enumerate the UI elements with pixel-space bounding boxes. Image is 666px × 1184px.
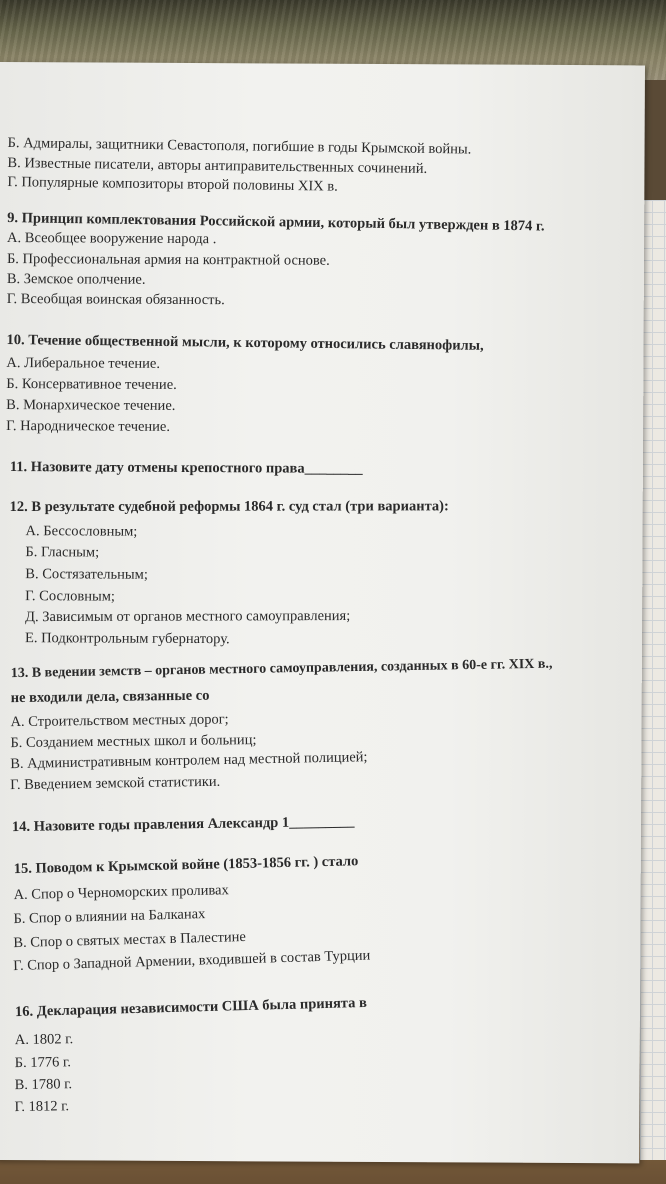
q10-option-v: В. Монархическое течение.	[6, 397, 176, 414]
q13-option-a: А. Строительством местных дорог;	[10, 711, 229, 731]
q15-option-g: Г. Спор о Западной Армении, входившей в состав Турции	[13, 947, 371, 975]
option-prev-g: Г. Популярные композиторы второй половины XIX в.	[7, 174, 338, 195]
question-14: 14. Назовите годы правления Александр 1_________	[11, 813, 355, 836]
q10-option-g: Г. Народническое течение.	[6, 418, 171, 435]
test-content	[0, 62, 640, 1165]
q13-option-v: В. Административным контролем над местной полицией;	[10, 749, 368, 773]
question-13-line2: не входили дела, связанные со	[10, 687, 210, 707]
q15-option-a: А. Спор о Черноморских проливах	[13, 882, 229, 904]
q13-option-b: Б. Созданием местных школ и больниц;	[10, 732, 257, 752]
q9-option-v: В. Земское ополчение.	[6, 271, 146, 288]
q12-option-b: Б. Гласным;	[25, 544, 100, 561]
q12-option-e: Е. Подконтрольным губернатору.	[24, 630, 230, 648]
question-11: 11. Назовите дату отмены крепостного права________	[9, 459, 363, 477]
q16-option-g: Г. 1812 г.	[14, 1098, 70, 1116]
question-15: 15. Поводом к Крымской войне (1853-1856 гг. ) стало	[13, 853, 359, 878]
q10-option-b: Б. Консервативное течение.	[6, 376, 177, 393]
q12-option-a: А. Бессословным;	[25, 523, 138, 540]
q9-option-b: Б. Профессиональная армия на контрактной основе.	[6, 251, 330, 269]
option-prev-b: Б. Адмиралы, защитники Севастополя, погибшие в годы Крымской войны.	[7, 135, 472, 158]
question-16: 16. Декларация независимости США была принята в	[14, 994, 368, 1021]
question-10: 10. Течение общественной мысли, к которому относились славянофилы,	[6, 332, 484, 354]
q16-option-a: А. 1802 г.	[14, 1031, 74, 1049]
q16-option-v: В. 1780 г.	[14, 1076, 73, 1094]
question-13-line1: 13. В ведении земств – органов местного самоуправления, созданных в 60-е гг. XIX в.,	[10, 656, 553, 682]
option-prev-v: В. Известные писатели, авторы антиправительственных сочинений.	[7, 155, 428, 177]
q10-option-a: А. Либеральное течение.	[6, 355, 161, 372]
q12-option-g: Г. Сословным;	[25, 588, 116, 605]
test-paper-sheet	[0, 62, 645, 1163]
q12-option-d: Д. Зависимым от органов местного самоуправления;	[25, 608, 351, 626]
q9-option-g: Г. Всеобщая воинская обязанность.	[6, 291, 225, 309]
q9-option-a: А. Всеобщее вооружение народа .	[7, 230, 217, 248]
q16-option-b: Б. 1776 г.	[14, 1054, 72, 1072]
q12-option-v: В. Состязательным;	[25, 566, 148, 583]
question-12: 12. В результате судебной реформы 1864 г. суд стал (три варианта):	[9, 498, 449, 516]
q15-option-v: В. Спор о святых местах в Палестине	[13, 928, 247, 952]
q15-option-b: Б. Спор о влиянии на Балканах	[13, 906, 206, 928]
grid-paper-sheet	[640, 200, 666, 1160]
question-9: 9. Принцип комплектования Российской армии, который был утвержден в 1874 г.	[7, 210, 545, 235]
q13-option-g: Г. Введением земской статистики.	[10, 773, 221, 794]
